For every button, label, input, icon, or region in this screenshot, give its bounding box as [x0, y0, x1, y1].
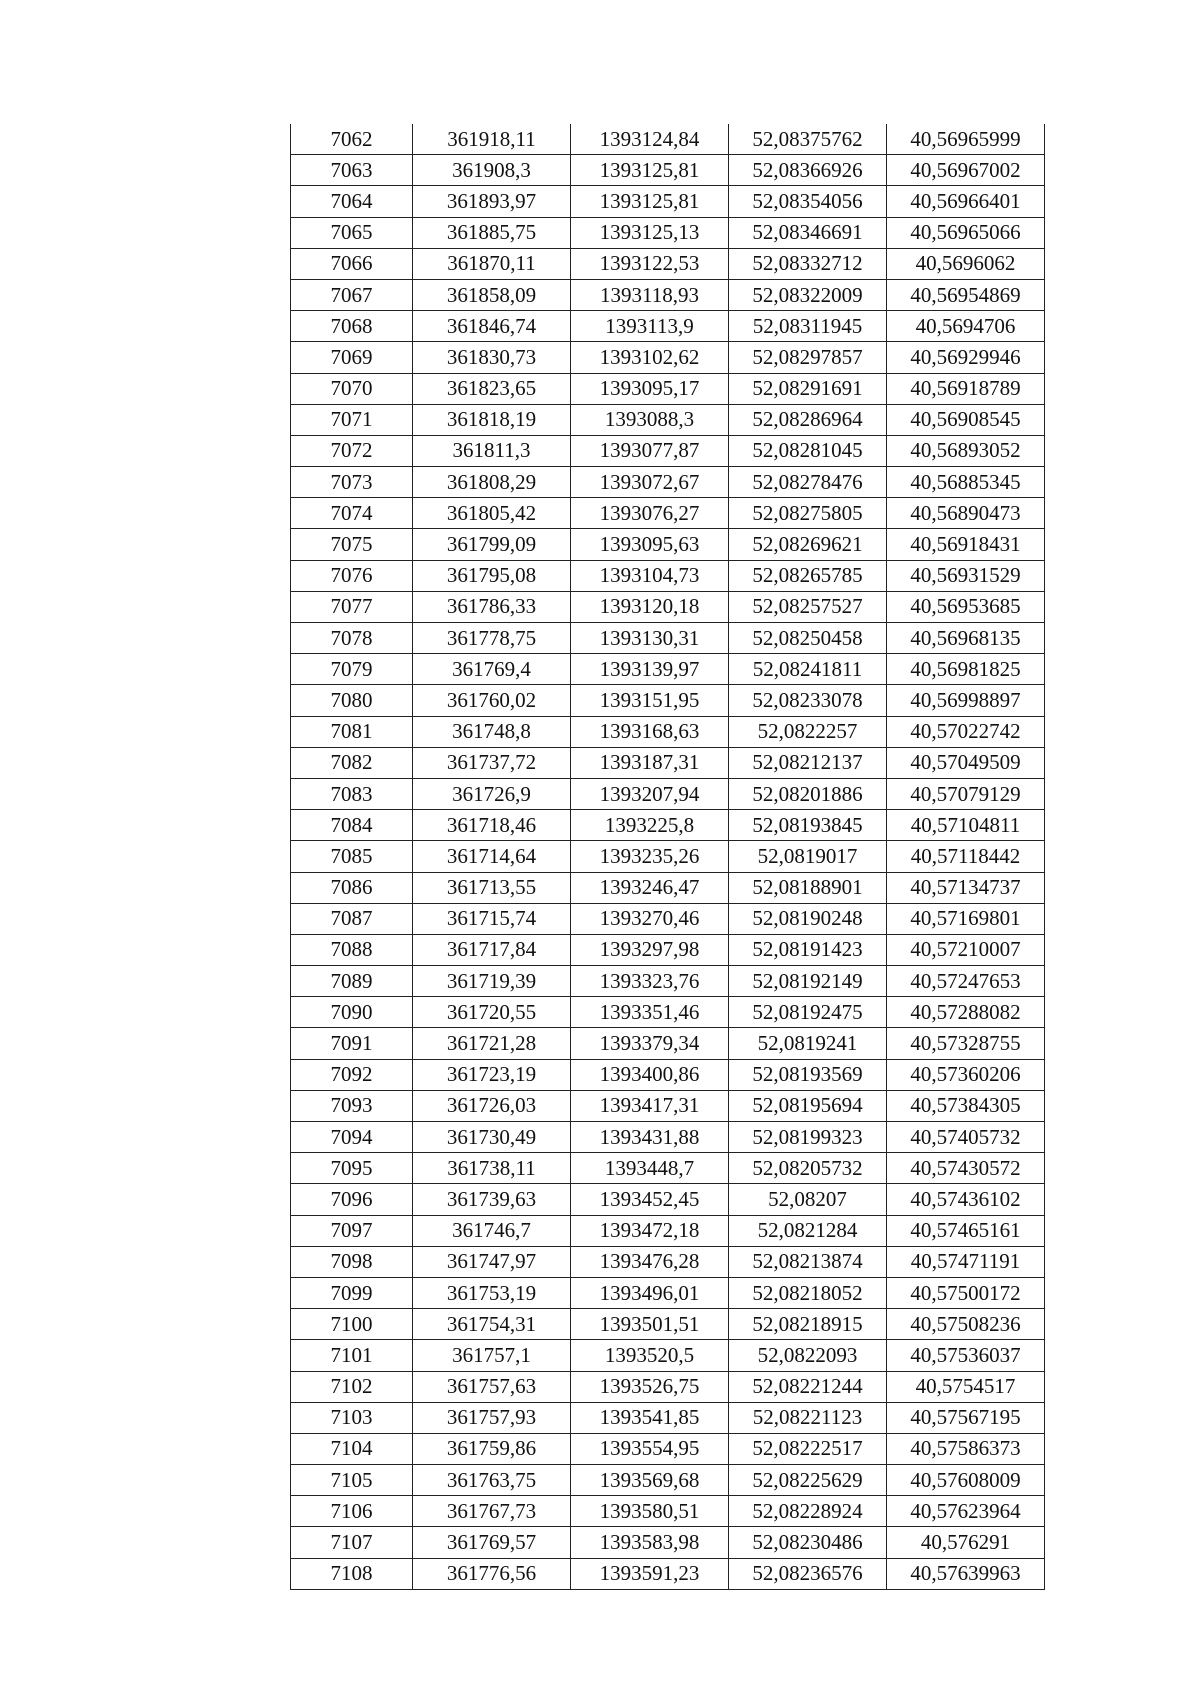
longitude-cell: 40,56953685 — [887, 591, 1045, 622]
point-number-cell: 7108 — [291, 1558, 413, 1589]
latitude-cell: 52,08297857 — [729, 342, 887, 373]
longitude-cell: 40,57623964 — [887, 1496, 1045, 1527]
point-number-cell: 7093 — [291, 1090, 413, 1121]
longitude-cell: 40,57134737 — [887, 872, 1045, 903]
y-coordinate-cell: 1393225,8 — [571, 810, 729, 841]
table-row — [291, 1340, 1045, 1371]
y-coordinate-cell: 1393122,53 — [571, 248, 729, 279]
latitude-cell: 52,08207 — [729, 1184, 887, 1215]
y-coordinate-cell: 1393151,95 — [571, 685, 729, 716]
longitude-cell: 40,57608009 — [887, 1465, 1045, 1496]
y-coordinate-cell: 1393076,27 — [571, 498, 729, 529]
y-coordinate-cell: 1393113,9 — [571, 311, 729, 342]
point-number-cell: 7076 — [291, 560, 413, 591]
point-number-cell: 7100 — [291, 1309, 413, 1340]
table-row — [291, 1309, 1045, 1340]
point-number-cell: 7103 — [291, 1402, 413, 1433]
x-coordinate-cell: 361714,64 — [413, 841, 571, 872]
longitude-cell: 40,56918789 — [887, 373, 1045, 404]
table-row — [291, 1277, 1045, 1308]
point-number-cell: 7096 — [291, 1184, 413, 1215]
table-row — [291, 810, 1045, 841]
longitude-cell: 40,56929946 — [887, 342, 1045, 373]
table-row — [291, 1402, 1045, 1433]
latitude-cell: 52,08222517 — [729, 1433, 887, 1464]
point-number-cell: 7065 — [291, 217, 413, 248]
point-number-cell: 7107 — [291, 1527, 413, 1558]
y-coordinate-cell: 1393526,75 — [571, 1371, 729, 1402]
longitude-cell: 40,57405732 — [887, 1122, 1045, 1153]
table-row — [291, 1028, 1045, 1059]
y-coordinate-cell: 1393095,17 — [571, 373, 729, 404]
x-coordinate-cell: 361747,97 — [413, 1246, 571, 1277]
table-row — [291, 1246, 1045, 1277]
latitude-cell: 52,08275805 — [729, 498, 887, 529]
y-coordinate-cell: 1393583,98 — [571, 1527, 729, 1558]
x-coordinate-cell: 361726,9 — [413, 778, 571, 809]
y-coordinate-cell: 1393235,26 — [571, 841, 729, 872]
longitude-cell: 40,56981825 — [887, 654, 1045, 685]
longitude-cell: 40,56966401 — [887, 186, 1045, 217]
table-row — [291, 1558, 1045, 1589]
y-coordinate-cell: 1393476,28 — [571, 1246, 729, 1277]
table-row — [291, 311, 1045, 342]
point-number-cell: 7063 — [291, 155, 413, 186]
longitude-cell: 40,57288082 — [887, 997, 1045, 1028]
latitude-cell: 52,08291691 — [729, 373, 887, 404]
table-row — [291, 1122, 1045, 1153]
longitude-cell: 40,57104811 — [887, 810, 1045, 841]
y-coordinate-cell: 1393323,76 — [571, 966, 729, 997]
y-coordinate-cell: 1393088,3 — [571, 404, 729, 435]
table-row — [291, 903, 1045, 934]
x-coordinate-cell: 361754,31 — [413, 1309, 571, 1340]
table-row — [291, 841, 1045, 872]
y-coordinate-cell: 1393569,68 — [571, 1465, 729, 1496]
latitude-cell: 52,0822257 — [729, 716, 887, 747]
latitude-cell: 52,08265785 — [729, 560, 887, 591]
x-coordinate-cell: 361721,28 — [413, 1028, 571, 1059]
longitude-cell: 40,57384305 — [887, 1090, 1045, 1121]
point-number-cell: 7069 — [291, 342, 413, 373]
y-coordinate-cell: 1393124,84 — [571, 124, 729, 155]
latitude-cell: 52,08286964 — [729, 404, 887, 435]
longitude-cell: 40,56967002 — [887, 155, 1045, 186]
y-coordinate-cell: 1393072,67 — [571, 467, 729, 498]
point-number-cell: 7073 — [291, 467, 413, 498]
point-number-cell: 7090 — [291, 997, 413, 1028]
longitude-cell: 40,57586373 — [887, 1433, 1045, 1464]
latitude-cell: 52,08192475 — [729, 997, 887, 1028]
y-coordinate-cell: 1393417,31 — [571, 1090, 729, 1121]
longitude-cell: 40,56965066 — [887, 217, 1045, 248]
longitude-cell: 40,57022742 — [887, 716, 1045, 747]
table-row — [291, 654, 1045, 685]
point-number-cell: 7101 — [291, 1340, 413, 1371]
latitude-cell: 52,08354056 — [729, 186, 887, 217]
coordinates-table-container — [290, 124, 1044, 1590]
table-row — [291, 591, 1045, 622]
point-number-cell: 7066 — [291, 248, 413, 279]
latitude-cell: 52,08193845 — [729, 810, 887, 841]
x-coordinate-cell: 361846,74 — [413, 311, 571, 342]
x-coordinate-cell: 361730,49 — [413, 1122, 571, 1153]
latitude-cell: 52,0819241 — [729, 1028, 887, 1059]
point-number-cell: 7098 — [291, 1246, 413, 1277]
y-coordinate-cell: 1393187,31 — [571, 747, 729, 778]
y-coordinate-cell: 1393125,81 — [571, 186, 729, 217]
latitude-cell: 52,08250458 — [729, 623, 887, 654]
latitude-cell: 52,08193569 — [729, 1059, 887, 1090]
point-number-cell: 7070 — [291, 373, 413, 404]
longitude-cell: 40,57430572 — [887, 1153, 1045, 1184]
x-coordinate-cell: 361715,74 — [413, 903, 571, 934]
latitude-cell: 52,08322009 — [729, 279, 887, 310]
longitude-cell: 40,56931529 — [887, 560, 1045, 591]
x-coordinate-cell: 361753,19 — [413, 1277, 571, 1308]
point-number-cell: 7091 — [291, 1028, 413, 1059]
x-coordinate-cell: 361759,86 — [413, 1433, 571, 1464]
table-row — [291, 467, 1045, 498]
table-row — [291, 342, 1045, 373]
point-number-cell: 7104 — [291, 1433, 413, 1464]
table-row — [291, 186, 1045, 217]
table-row — [291, 155, 1045, 186]
y-coordinate-cell: 1393452,45 — [571, 1184, 729, 1215]
point-number-cell: 7089 — [291, 966, 413, 997]
y-coordinate-cell: 1393520,5 — [571, 1340, 729, 1371]
longitude-cell: 40,57247653 — [887, 966, 1045, 997]
latitude-cell: 52,08190248 — [729, 903, 887, 934]
y-coordinate-cell: 1393379,34 — [571, 1028, 729, 1059]
x-coordinate-cell: 361823,65 — [413, 373, 571, 404]
longitude-cell: 40,56890473 — [887, 498, 1045, 529]
longitude-cell: 40,57639963 — [887, 1558, 1045, 1589]
table-row — [291, 872, 1045, 903]
y-coordinate-cell: 1393120,18 — [571, 591, 729, 622]
y-coordinate-cell: 1393246,47 — [571, 872, 729, 903]
x-coordinate-cell: 361763,75 — [413, 1465, 571, 1496]
point-number-cell: 7083 — [291, 778, 413, 809]
longitude-cell: 40,57169801 — [887, 903, 1045, 934]
longitude-cell: 40,5694706 — [887, 311, 1045, 342]
latitude-cell: 52,0819017 — [729, 841, 887, 872]
latitude-cell: 52,08191423 — [729, 934, 887, 965]
longitude-cell: 40,576291 — [887, 1527, 1045, 1558]
x-coordinate-cell: 361870,11 — [413, 248, 571, 279]
point-number-cell: 7078 — [291, 623, 413, 654]
point-number-cell: 7105 — [291, 1465, 413, 1496]
table-row — [291, 778, 1045, 809]
point-number-cell: 7079 — [291, 654, 413, 685]
point-number-cell: 7062 — [291, 124, 413, 155]
latitude-cell: 52,0821284 — [729, 1215, 887, 1246]
point-number-cell: 7092 — [291, 1059, 413, 1090]
table-row — [291, 1215, 1045, 1246]
x-coordinate-cell: 361738,11 — [413, 1153, 571, 1184]
y-coordinate-cell: 1393104,73 — [571, 560, 729, 591]
latitude-cell: 52,08221244 — [729, 1371, 887, 1402]
point-number-cell: 7084 — [291, 810, 413, 841]
table-row — [291, 997, 1045, 1028]
x-coordinate-cell: 361769,4 — [413, 654, 571, 685]
y-coordinate-cell: 1393541,85 — [571, 1402, 729, 1433]
point-number-cell: 7097 — [291, 1215, 413, 1246]
y-coordinate-cell: 1393168,63 — [571, 716, 729, 747]
table-row — [291, 716, 1045, 747]
point-number-cell: 7099 — [291, 1277, 413, 1308]
longitude-cell: 40,56893052 — [887, 435, 1045, 466]
x-coordinate-cell: 361808,29 — [413, 467, 571, 498]
y-coordinate-cell: 1393431,88 — [571, 1122, 729, 1153]
y-coordinate-cell: 1393496,01 — [571, 1277, 729, 1308]
latitude-cell: 52,0822093 — [729, 1340, 887, 1371]
table-row — [291, 248, 1045, 279]
latitude-cell: 52,08236576 — [729, 1558, 887, 1589]
longitude-cell: 40,57049509 — [887, 747, 1045, 778]
point-number-cell: 7085 — [291, 841, 413, 872]
point-number-cell: 7087 — [291, 903, 413, 934]
latitude-cell: 52,08199323 — [729, 1122, 887, 1153]
y-coordinate-cell: 1393077,87 — [571, 435, 729, 466]
point-number-cell: 7086 — [291, 872, 413, 903]
x-coordinate-cell: 361760,02 — [413, 685, 571, 716]
latitude-cell: 52,08375762 — [729, 124, 887, 155]
point-number-cell: 7074 — [291, 498, 413, 529]
y-coordinate-cell: 1393118,93 — [571, 279, 729, 310]
coordinates-table-body — [291, 124, 1045, 1589]
y-coordinate-cell: 1393095,63 — [571, 529, 729, 560]
x-coordinate-cell: 361893,97 — [413, 186, 571, 217]
longitude-cell: 40,57500172 — [887, 1277, 1045, 1308]
x-coordinate-cell: 361858,09 — [413, 279, 571, 310]
x-coordinate-cell: 361757,1 — [413, 1340, 571, 1371]
x-coordinate-cell: 361717,84 — [413, 934, 571, 965]
table-row — [291, 529, 1045, 560]
point-number-cell: 7102 — [291, 1371, 413, 1402]
table-row — [291, 623, 1045, 654]
longitude-cell: 40,56954869 — [887, 279, 1045, 310]
longitude-cell: 40,57210007 — [887, 934, 1045, 965]
x-coordinate-cell: 361769,57 — [413, 1527, 571, 1558]
longitude-cell: 40,56965999 — [887, 124, 1045, 155]
longitude-cell: 40,56918431 — [887, 529, 1045, 560]
y-coordinate-cell: 1393125,81 — [571, 155, 729, 186]
latitude-cell: 52,08269621 — [729, 529, 887, 560]
longitude-cell: 40,57465161 — [887, 1215, 1045, 1246]
table-row — [291, 1496, 1045, 1527]
x-coordinate-cell: 361767,73 — [413, 1496, 571, 1527]
y-coordinate-cell: 1393130,31 — [571, 623, 729, 654]
y-coordinate-cell: 1393139,97 — [571, 654, 729, 685]
table-row — [291, 560, 1045, 591]
x-coordinate-cell: 361720,55 — [413, 997, 571, 1028]
x-coordinate-cell: 361885,75 — [413, 217, 571, 248]
x-coordinate-cell: 361776,56 — [413, 1558, 571, 1589]
point-number-cell: 7071 — [291, 404, 413, 435]
table-row — [291, 217, 1045, 248]
y-coordinate-cell: 1393400,86 — [571, 1059, 729, 1090]
y-coordinate-cell: 1393207,94 — [571, 778, 729, 809]
y-coordinate-cell: 1393102,62 — [571, 342, 729, 373]
longitude-cell: 40,57328755 — [887, 1028, 1045, 1059]
longitude-cell: 40,57567195 — [887, 1402, 1045, 1433]
table-row — [291, 934, 1045, 965]
point-number-cell: 7095 — [291, 1153, 413, 1184]
longitude-cell: 40,57360206 — [887, 1059, 1045, 1090]
x-coordinate-cell: 361811,3 — [413, 435, 571, 466]
table-row — [291, 124, 1045, 155]
x-coordinate-cell: 361723,19 — [413, 1059, 571, 1090]
latitude-cell: 52,08230486 — [729, 1527, 887, 1558]
latitude-cell: 52,08366926 — [729, 155, 887, 186]
latitude-cell: 52,08221123 — [729, 1402, 887, 1433]
x-coordinate-cell: 361818,19 — [413, 404, 571, 435]
latitude-cell: 52,08233078 — [729, 685, 887, 716]
longitude-cell: 40,57118442 — [887, 841, 1045, 872]
latitude-cell: 52,08241811 — [729, 654, 887, 685]
table-row — [291, 1433, 1045, 1464]
coordinates-table — [290, 124, 1045, 1590]
table-row — [291, 1371, 1045, 1402]
longitude-cell: 40,57471191 — [887, 1246, 1045, 1277]
x-coordinate-cell: 361786,33 — [413, 591, 571, 622]
latitude-cell: 52,08188901 — [729, 872, 887, 903]
table-row — [291, 1059, 1045, 1090]
latitude-cell: 52,08281045 — [729, 435, 887, 466]
y-coordinate-cell: 1393125,13 — [571, 217, 729, 248]
longitude-cell: 40,57436102 — [887, 1184, 1045, 1215]
latitude-cell: 52,08346691 — [729, 217, 887, 248]
y-coordinate-cell: 1393580,51 — [571, 1496, 729, 1527]
point-number-cell: 7075 — [291, 529, 413, 560]
x-coordinate-cell: 361830,73 — [413, 342, 571, 373]
x-coordinate-cell: 361739,63 — [413, 1184, 571, 1215]
latitude-cell: 52,08311945 — [729, 311, 887, 342]
latitude-cell: 52,08225629 — [729, 1465, 887, 1496]
table-row — [291, 685, 1045, 716]
latitude-cell: 52,08218052 — [729, 1277, 887, 1308]
x-coordinate-cell: 361719,39 — [413, 966, 571, 997]
latitude-cell: 52,08218915 — [729, 1309, 887, 1340]
y-coordinate-cell: 1393554,95 — [571, 1433, 729, 1464]
longitude-cell: 40,57508236 — [887, 1309, 1045, 1340]
y-coordinate-cell: 1393448,7 — [571, 1153, 729, 1184]
longitude-cell: 40,56968135 — [887, 623, 1045, 654]
table-row — [291, 1465, 1045, 1496]
y-coordinate-cell: 1393501,51 — [571, 1309, 729, 1340]
table-row — [291, 373, 1045, 404]
y-coordinate-cell: 1393591,23 — [571, 1558, 729, 1589]
point-number-cell: 7094 — [291, 1122, 413, 1153]
point-number-cell: 7082 — [291, 747, 413, 778]
table-row — [291, 966, 1045, 997]
latitude-cell: 52,08332712 — [729, 248, 887, 279]
latitude-cell: 52,08212137 — [729, 747, 887, 778]
point-number-cell: 7077 — [291, 591, 413, 622]
x-coordinate-cell: 361737,72 — [413, 747, 571, 778]
longitude-cell: 40,57536037 — [887, 1340, 1045, 1371]
table-row — [291, 1527, 1045, 1558]
longitude-cell: 40,5696062 — [887, 248, 1045, 279]
longitude-cell: 40,5754517 — [887, 1371, 1045, 1402]
table-row — [291, 747, 1045, 778]
y-coordinate-cell: 1393351,46 — [571, 997, 729, 1028]
longitude-cell: 40,56885345 — [887, 467, 1045, 498]
x-coordinate-cell: 361748,8 — [413, 716, 571, 747]
x-coordinate-cell: 361908,3 — [413, 155, 571, 186]
point-number-cell: 7081 — [291, 716, 413, 747]
x-coordinate-cell: 361726,03 — [413, 1090, 571, 1121]
y-coordinate-cell: 1393270,46 — [571, 903, 729, 934]
point-number-cell: 7072 — [291, 435, 413, 466]
table-row — [291, 279, 1045, 310]
x-coordinate-cell: 361918,11 — [413, 124, 571, 155]
x-coordinate-cell: 361713,55 — [413, 872, 571, 903]
table-row — [291, 435, 1045, 466]
latitude-cell: 52,08278476 — [729, 467, 887, 498]
latitude-cell: 52,08201886 — [729, 778, 887, 809]
longitude-cell: 40,56908545 — [887, 404, 1045, 435]
y-coordinate-cell: 1393297,98 — [571, 934, 729, 965]
x-coordinate-cell: 361718,46 — [413, 810, 571, 841]
point-number-cell: 7088 — [291, 934, 413, 965]
latitude-cell: 52,08257527 — [729, 591, 887, 622]
point-number-cell: 7106 — [291, 1496, 413, 1527]
x-coordinate-cell: 361795,08 — [413, 560, 571, 591]
x-coordinate-cell: 361799,09 — [413, 529, 571, 560]
table-row — [291, 1090, 1045, 1121]
latitude-cell: 52,08205732 — [729, 1153, 887, 1184]
point-number-cell: 7080 — [291, 685, 413, 716]
x-coordinate-cell: 361757,93 — [413, 1402, 571, 1433]
latitude-cell: 52,08195694 — [729, 1090, 887, 1121]
table-row — [291, 1153, 1045, 1184]
table-row — [291, 498, 1045, 529]
x-coordinate-cell: 361778,75 — [413, 623, 571, 654]
x-coordinate-cell: 361746,7 — [413, 1215, 571, 1246]
x-coordinate-cell: 361757,63 — [413, 1371, 571, 1402]
y-coordinate-cell: 1393472,18 — [571, 1215, 729, 1246]
point-number-cell: 7068 — [291, 311, 413, 342]
point-number-cell: 7064 — [291, 186, 413, 217]
latitude-cell: 52,08213874 — [729, 1246, 887, 1277]
latitude-cell: 52,08192149 — [729, 966, 887, 997]
longitude-cell: 40,57079129 — [887, 778, 1045, 809]
table-row — [291, 404, 1045, 435]
table-row — [291, 1184, 1045, 1215]
longitude-cell: 40,56998897 — [887, 685, 1045, 716]
point-number-cell: 7067 — [291, 279, 413, 310]
latitude-cell: 52,08228924 — [729, 1496, 887, 1527]
x-coordinate-cell: 361805,42 — [413, 498, 571, 529]
